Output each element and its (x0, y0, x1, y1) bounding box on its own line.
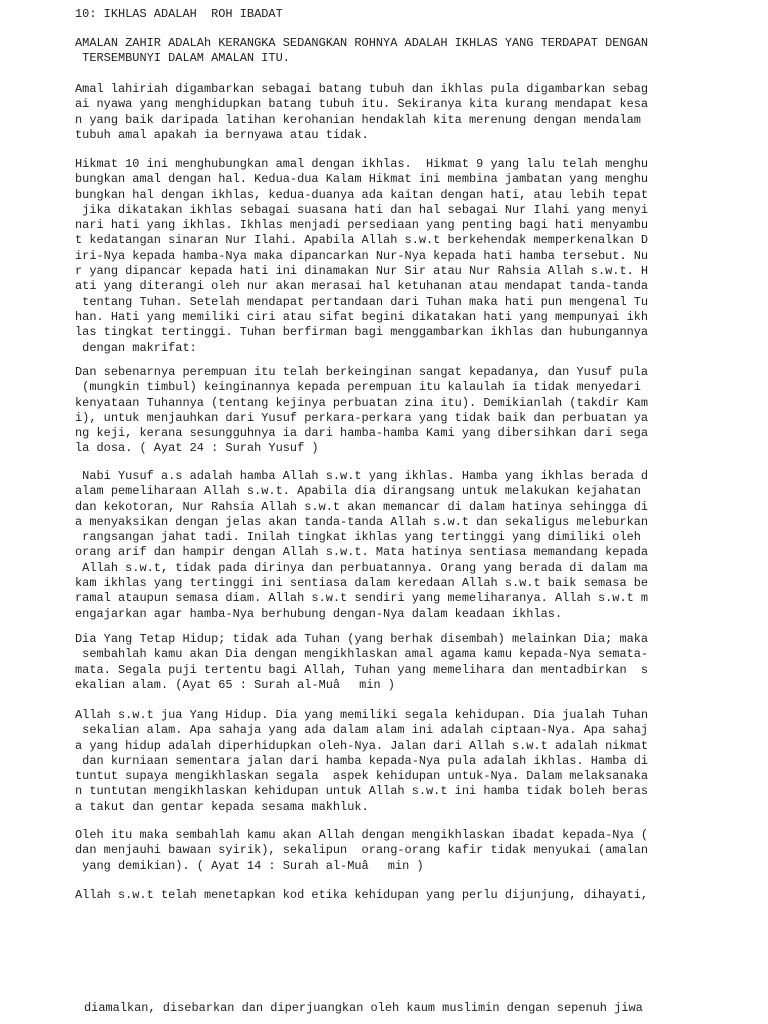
paragraph-nabi-yusuf: Nabi Yusuf a.s adalah hamba Allah s.w.t yang ikhlas. Hamba yang ikhlas berada d alam pemeliharaan Allah s.w.t. Apabila dia dirangsang untuk melakukan kejahatan dan kekotoran, Nur Rahsia Allah s.w.t akan memancar di dalam hatinya sehingga di a menyaksikan dengan jelas akan tanda-tanda Allah s.w.t dan sekaligus meleburkan rangsangan jahat tadi. Inilah tingkat ikhlas yang tertinggi yang dimiliki oleh orang arif dan hampir dengan Allah s.w.t. Mata hatinya sentiasa memandang kepada Allah s.w.t, tidak pada dirinya dan perbuatannya. Orang yang berada di dalam ma kam ikhlas yang tertinggi ini sentiasa dalam keredaan Allah s.w.t baik semasa be ramal ataupun semasa diam. Allah s.w.t sendiri yang memeliharanya. Allah s.w.t m engajarkan agar hamba-Nya berhubung dengan-Nya dalam keadaan ikhlas. (75, 469, 649, 621)
paragraph-kod-etika: Allah s.w.t telah menetapkan kod etika kehidupan yang perlu dijunjung, dihayati, (75, 888, 649, 902)
paragraph-amal-lahiriah: Amal lahiriah digambarkan sebagai batang tubuh dan ikhlas pula digambarkan sebag ai nyawa yang menghidupkan batang tubuh itu. Sekiranya kita kurang mendapat kesa n yang baik daripada latihan kerohanian hendaklah kita merenung dengan mendalam tubuh amal apakah ia bernyawa atau tidak. (75, 82, 649, 142)
chapter-subheading: AMALAN ZAHIR ADALAh KERANGKA SEDANGKAN ROHNYA ADALAH IKHLAS YANG TERDAPAT DENGAN TERSEMBUNYI DALAM AMALAN ITU. (75, 36, 649, 66)
page-footer-line: diamalkan, disebarkan dan diperjuangkan oleh kaum muslimin dengan sepenuh jiwa (84, 1001, 643, 1015)
quote-ayat-65: Dia Yang Tetap Hidup; tidak ada Tuhan (yang berhak disembah) melainkan Dia; maka sembahlah kamu akan Dia dengan mengikhlaskan amal agama kamu kepada-Nya semata- mata. Segala puji tertentu bagi Allah, Tuhan yang memelihara dan mentadbirkan s ekalian alam. (Ayat 65 : Surah al-Muâmin ) (75, 632, 649, 692)
paragraph-hikmat-10: Hikmat 10 ini menghubungkan amal dengan ikhlas. Hikmat 9 yang lalu telah menghu bungkan amal dengan hal. Kedua-dua Kalam Hikmat ini membina jambatan yang menghu bungkan hal dengan ikhlas, kedua-duanya ada kaitan dengan hati, atau lebih tepat jika dikatakan ikhlas sebagai suasana hati dan hal sebagai Nur Ilahi yang menyi nari hati yang ikhlas. Ikhlas menjadi persediaan yang penting bagi hati menyambu t kedatangan sinaran Nur Ilahi. Apabila Allah s.w.t berkehendak memperkenalkan D iri-Nya kepada hamba-Nya maka dipancarkan Nur-Nya kepada hati hamba tersebut. Nu r yang dipancar kepada hati ini dinamakan Nur Sir atau Nur Rahsia Allah s.w.t. H ati yang diterangi oleh nur akan merasai hal ketuhanan atau mendapat tanda-tanda tentang Tuhan. Setelah mendapat pertandaan dari Tuhan maka hati pun mengenal Tu han. Hati yang memiliki ciri atau sifat begini dikatakan hati yang mempunyai ikh las tingkat tertinggi. Tuhan berfirman bagi menggambarkan ikhlas dan hubungannya dengan makrifat: (75, 157, 649, 355)
paragraph-yang-hidup: Allah s.w.t jua Yang Hidup. Dia yang memiliki segala kehidupan. Dia jualah Tuhan sekalian alam. Apa sahaja yang ada dalam alam ini adalah ciptaan-Nya. Apa sahaj a yang hidup adalah diperhidupkan oleh-Nya. Jalan dari Allah s.w.t adalah nikmat dan kurniaan sementara jalan dari hamba kepada-Nya pula adalah ikhlas. Hamba di tuntut supaya mengikhlaskan segala aspek kehidupan untuk-Nya. Dalam melaksanaka n tuntutan mengikhlaskan kehidupan untuk Allah s.w.t ini hamba tidak boleh beras a takut dan gentar kepada sesama makhluk. (75, 708, 649, 814)
chapter-heading: 10: IKHLAS ADALAH ROH IBADAT (75, 7, 283, 21)
quote-surah-yusuf: Dan sebenarnya perempuan itu telah berkeinginan sangat kepadanya, dan Yusuf pula (mungkin timbul) keinginannya kepada perempuan itu kalaulah ia tidak menyedari kenyataan Tuhannya (tentang kejinya perbuatan zina itu). Demikianlah (takdir Kam i), untuk menjauhkan dari Yusuf perkara-perkara yang tidak baik dan perbuatan ya ng keji, kerana sesungguhnya ia dari hamba-hamba Kami yang dibersihkan dari sega la dosa. ( Ayat 24 : Surah Yusuf ) (75, 365, 649, 456)
quote-ayat-14: Oleh itu maka sembahlah kamu akan Allah dengan mengikhlaskan ibadat kepada-Nya ( dan menjauhi bawaan syirik), sekalipun orang-orang kafir tidak menyukai (amalan yang demikian). ( Ayat 14 : Surah al-Muâmin ) (75, 828, 649, 873)
